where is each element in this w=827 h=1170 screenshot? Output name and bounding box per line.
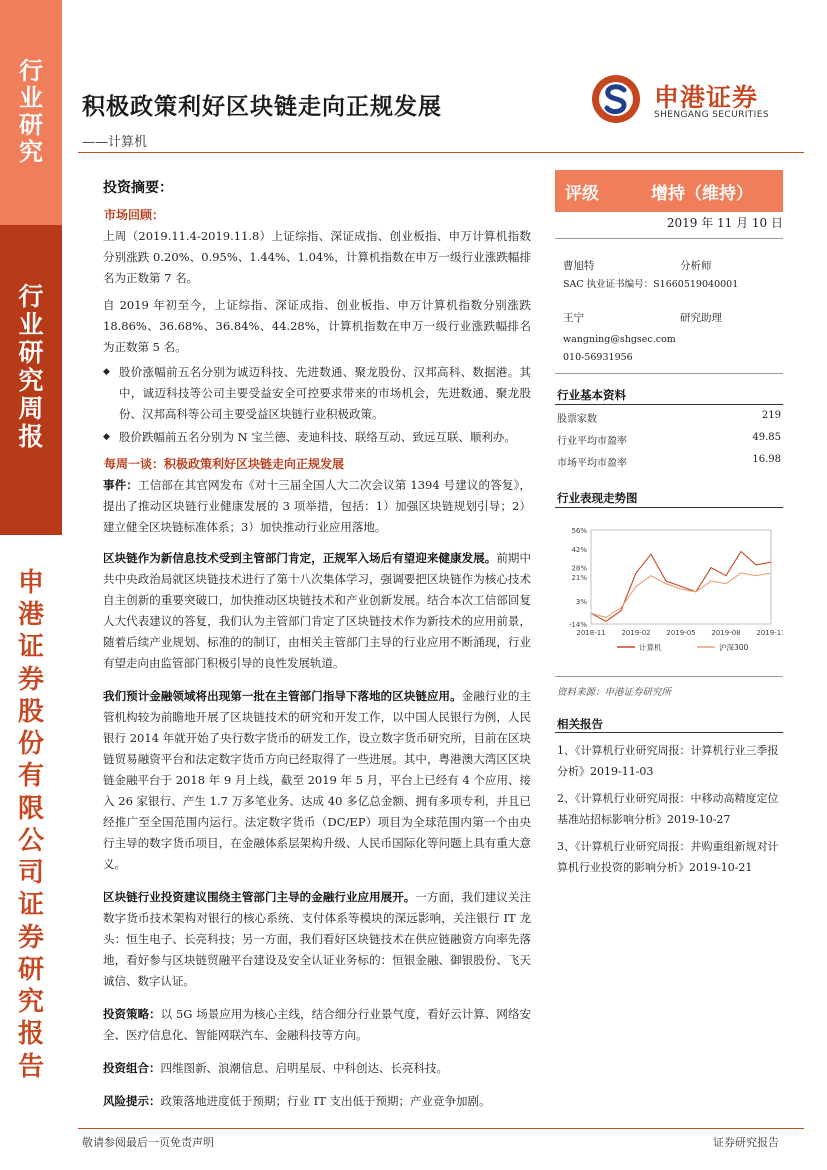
analysis-1-text: 前期中共中央政治局就区块链技术进行了第十八次集体学习，强调要把区块链作为核心技术自主创新的重要突破口，加快推动区块链技术和产业创新发展。结合本次工信部回复人大代表建议的答复，我们认为主管部门肯定了区块链技术作为新技术的应用前景，随着后续产业规划、标准的的制订，由相关主管部门主导的行业应用不断涌现，行业有望走向由监管部门积极引导的良性发展轨道。 (103, 551, 531, 670)
risk-label: 风险提示： (103, 1094, 161, 1108)
strategy-text: 以 5G 场景应用为核心主线，结合细分行业景气度，看好云计算、网络安全、医疗信息化、智能网联汽车、金融科技等方向。 (103, 1007, 531, 1042)
stat-label: 行业平均市盈率 (557, 436, 627, 447)
stat-row (557, 410, 781, 425)
logo-emblem-icon (588, 72, 644, 126)
stock-movers-list (103, 362, 531, 448)
banner-char: 行 (19, 56, 43, 85)
analysis-1-lead: 区块链作为新信息技术受到主管部门肯定，正规军入场后有望迎来健康发展。 (103, 551, 497, 565)
banner-char: 股 (17, 696, 44, 727)
strategy-label: 投资策略： (103, 1007, 161, 1021)
banner-char: 报 (18, 422, 44, 451)
assistant-role: 研究助理 (680, 312, 722, 324)
sidebar-divider (555, 404, 783, 405)
event-text: 工信部在其官网发布《对十三届全国人大二次会议第 1394 号建议的答复》，提出了推动区块链行业健康发展的 3 项举措，包括：1）加强区块链规划引导；2）建立健全区块链标准体系；3）加快推动行业应用落地。 (103, 478, 531, 534)
rating-box (555, 170, 783, 212)
chart-source: 资料来源：申港证券研究所 (557, 687, 672, 698)
banner-block-type (0, 225, 62, 535)
basic-info-heading: 行业基本资料 (557, 388, 626, 402)
list-item: ◆ 股价跌幅前五名分别为 N 宝兰德、麦迪科技、联络互动、致远互联、顺利办。 (103, 427, 531, 448)
banner-char: 司 (17, 858, 44, 889)
related-report-item[interactable]: 2、《计算机行业研究周报：中移动高精度定位基准站招标影响分析》2019-10-27 (557, 792, 779, 826)
weekly-talk-heading: 每周一谈：积极政策利好区块链走向正规发展 (104, 457, 345, 471)
analysis-2-lead: 我们预计金融领域将出现第一批在主管部门指导下落地的区块链应用。 (103, 689, 462, 703)
report-title: 积极政策利好区块链走向正规发展 (82, 93, 442, 120)
related-reports-heading: 相关报告 (557, 717, 603, 731)
assistant-email[interactable]: wangning@shgsec.com (563, 334, 676, 345)
banner-char: 周 (18, 394, 44, 423)
banner-char: 有 (17, 761, 44, 792)
risk-paragraph (103, 1091, 531, 1112)
banner-char: 份 (17, 729, 44, 760)
banner-block-category (0, 0, 62, 225)
sidebar-divider (555, 238, 783, 239)
portfolio-text: 四维图新、浪潮信息、启明星辰、中科创达、长亮科技。 (160, 1061, 448, 1075)
y-tick-label: 28% (571, 564, 587, 573)
portfolio-label: 投资组合： (103, 1061, 161, 1075)
related-report-item[interactable]: 3、《计算机行业研究周报：并购重组新规对计算机行业投资的影响分析》2019-10-21 (557, 840, 779, 874)
strategy-paragraph (103, 1004, 531, 1046)
footer-report-type: 证券研究报告 (713, 1136, 779, 1149)
footer-disclaimer: 敬请参阅最后一页免责声明 (82, 1136, 214, 1149)
banner-char: 业 (19, 82, 43, 112)
x-tick-label: 2018-11 (576, 629, 606, 637)
banner-char: 告 (17, 1051, 44, 1082)
x-tick-label: 2019-11 (756, 629, 783, 637)
y-tick-label: 42% (571, 545, 587, 554)
list-item: ◆ 股价涨幅前五名分别为诚迈科技、先进数通、聚龙股份、汉邦高科、数据港。其中，诚迈科技等公司主要受益安全可控要求带来的市场机会，先进数通、聚龙股份、汉邦高科等公司主要受益区块链行业积极政策。 (103, 362, 531, 425)
analysis-paragraph-1 (103, 548, 531, 674)
stat-label: 市场平均市盈率 (557, 458, 627, 469)
analysis-3-lead: 区块链行业投资建议围绕主管部门主导的金融行业应用展开。 (103, 890, 416, 904)
legend-label: 计算机 (639, 643, 662, 652)
market-review-paragraph-2: 自 2019 年初至今，上证综指、深证成指、创业板指、申万计算机指数分别涨跌 18.86%、36.68%、36.84%、44.28%，计算机指数在申万一级行业涨跌幅排名为正数第 5 名。 (103, 298, 531, 354)
market-review-paragraph-1: 上周（2019.11.4-2019.11.8）上证综指、深证成指、创业板指、申万计算机指数分别涨跌 0.20%、0.95%、1.44%、1.04%，计算机指数在申万一级行业涨跌幅排名为正数第 7 名。 (103, 229, 531, 285)
header-divider (78, 152, 804, 153)
summary-heading: 投资摘要： (103, 180, 173, 196)
sidebar-divider (555, 676, 783, 677)
banner-char: 申 (17, 568, 44, 598)
assistant-phone: 010-56931956 (563, 352, 633, 363)
analyst-role: 分析师 (680, 260, 712, 272)
banner-char: 公 (17, 825, 44, 856)
trend-chart-heading: 行业表现走势图 (557, 491, 638, 505)
banner-char: 限 (17, 793, 44, 824)
banner-block-company (0, 535, 62, 1170)
risk-text: 政策落地进度低于预期；行业 IT 支出低于预期；产业竞争加剧。 (160, 1094, 491, 1108)
stat-label: 股票家数 (557, 414, 597, 425)
trend-chart (557, 520, 783, 660)
logo-text-cn: 申港证券 (654, 83, 759, 112)
trend-chart-svg (557, 520, 783, 660)
market-review-heading: 市场回顾： (104, 208, 165, 222)
analyst-name: 曹旭特 (563, 260, 595, 272)
company-logo (588, 72, 788, 126)
series-line-hs300 (591, 573, 771, 617)
analysis-3-text: 一方面，我们建议关注数字货币技术架构对银行的核心系统、支付体系等模块的深远影响，关注银行 IT 龙头：恒生电子、长亮科技；另一方面，我们看好区块链技术在供应链融资方向率先落地，看好参与区块链贸融平台建设及安全认证业务标的：恒银金融、御银股份、飞天诚信、数字认证。 (103, 890, 531, 988)
analysis-paragraph-2 (103, 686, 531, 875)
banner-char: 证 (17, 890, 44, 921)
rating-label: 评级 (565, 183, 599, 204)
x-tick-label: 2019-05 (666, 629, 696, 637)
banner-char: 究 (18, 366, 44, 395)
series-line-computer (591, 552, 771, 622)
banner-char: 证 (17, 632, 44, 663)
sidebar-divider (555, 507, 783, 508)
footer-divider (78, 1128, 804, 1129)
y-tick-label: 3% (575, 598, 587, 607)
y-tick-label: -14% (568, 621, 587, 629)
banner-char: 究 (19, 136, 43, 166)
banner-char: 券 (17, 922, 44, 953)
banner-char: 港 (17, 600, 44, 631)
y-tick-label: 56% (571, 527, 587, 535)
related-report-item[interactable]: 1、《计算机行业研究周报：计算机行业三季报分析》2019-11-03 (557, 744, 779, 778)
x-tick-label: 2019-08 (711, 629, 741, 637)
banner-char: 券 (17, 664, 44, 695)
related-reports-list (557, 740, 783, 884)
rating-value: 增持（维持） (651, 183, 753, 204)
report-date: 2019 年 11 月 10 日 (666, 216, 783, 230)
analysis-2-text: 金融行业的主管机构较为前瞻地开展了区块链技术的研究和开发工作，以中国人民银行为例，人民银行 2014 年就开始了央行数字货币的研发工作，设立数字货币研究所，目前在区块链贸易融资平台和法定数字货币方向已经取得了一些进展。其中，粤港澳大湾区区块链金融平台于 2018 年 9 月上线，截至 2019 年 5 月，平台上已经有 4 个应用、接入 26 家银行、产生 1.7 万多笔业务、达成 40 多亿总金额、拥有多项专利，并且已经推广至全国范围内运行。法定数字货币（DC/EP）项目为全球范围内第一个由央行主导的数字货币项目，在金融体系层架构升级、人民币国际化等问题上具有重大意义。 (103, 689, 532, 871)
banner-char: 研 (17, 954, 44, 985)
legend-label: 沪深300 (719, 643, 749, 652)
logo-text-en: SHENGANG SECURITIES (654, 110, 769, 120)
stat-row (557, 454, 781, 469)
assistant-name: 王宁 (563, 312, 584, 324)
portfolio-paragraph (103, 1058, 531, 1079)
report-subtitle: ——计算机 (82, 135, 148, 150)
x-tick-label: 2019-02 (621, 629, 651, 637)
banner-char: 研 (19, 109, 43, 139)
stat-value: 49.85 (752, 432, 781, 443)
summary-section (103, 178, 531, 1112)
stat-value: 16.98 (752, 454, 781, 465)
y-tick-label: 21% (571, 574, 587, 582)
event-label: 事件： (103, 478, 139, 492)
banner-char: 业 (18, 310, 44, 339)
stat-row (557, 432, 781, 447)
banner-char: 究 (17, 987, 44, 1018)
banner-char: 报 (17, 1019, 44, 1050)
banner-char: 研 (18, 338, 44, 367)
sidebar-divider (555, 732, 783, 733)
banner-char: 行 (18, 282, 44, 311)
event-paragraph (103, 475, 531, 538)
stat-value: 219 (761, 410, 781, 421)
analyst-cert: SAC 执业证书编号：S1660519040001 (563, 279, 739, 290)
sidebar-divider (555, 373, 783, 374)
analysis-paragraph-3 (103, 887, 531, 992)
